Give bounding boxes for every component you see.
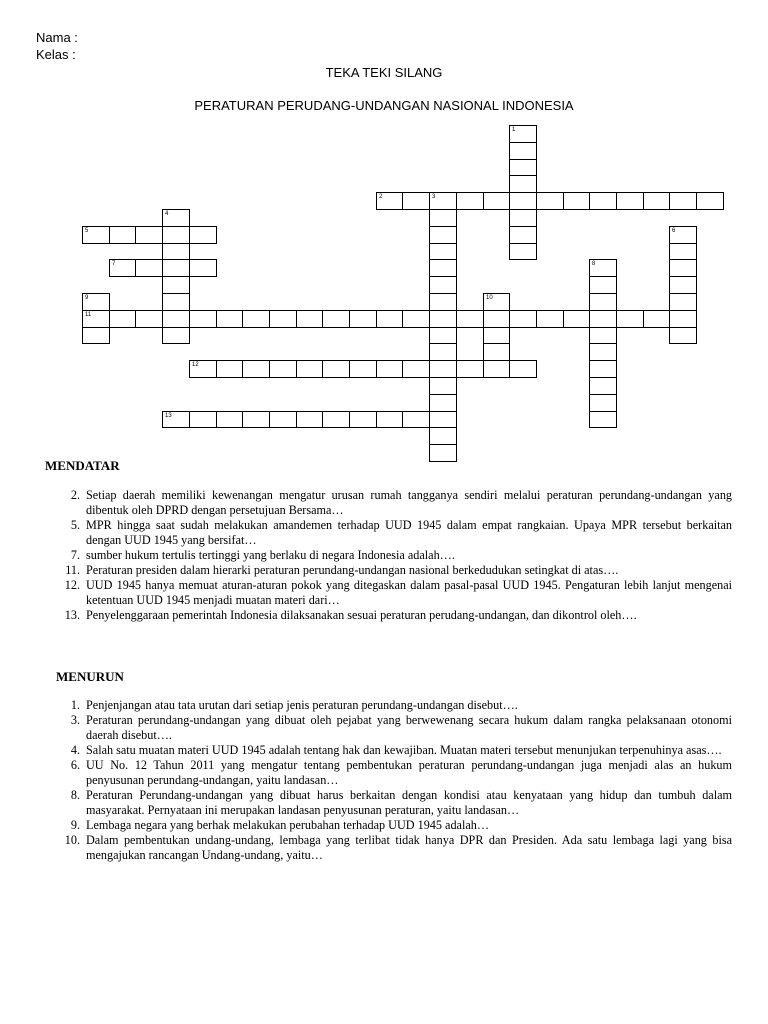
- clue-item: [60, 518, 732, 548]
- crossword-cell[interactable]: [242, 310, 270, 328]
- clue-item: [60, 818, 732, 833]
- clue-item: [60, 548, 732, 563]
- crossword-cell[interactable]: [322, 411, 350, 428]
- crossword-cell[interactable]: [135, 259, 163, 277]
- clue-item: [60, 743, 732, 758]
- crossword-cell[interactable]: [536, 192, 564, 210]
- cell-number: 6: [672, 228, 676, 234]
- crossword-cell[interactable]: [589, 259, 617, 277]
- clue-item: [60, 833, 732, 863]
- clue-item: [60, 608, 732, 623]
- clue-item: [60, 488, 732, 518]
- clue-text: MPR hingga saat sudah melakukan amandemen terhadap UUD 1945 dalam empat rangkaian. Upaya MPR tersebut berkaitan dengan UUD 1945 yang bersifat…: [86, 518, 732, 547]
- crossword-cell[interactable]: [509, 243, 537, 260]
- crossword-cell[interactable]: [376, 192, 403, 210]
- clue-number: 5.: [70, 518, 80, 532]
- mendatar-clue-list: [60, 488, 732, 623]
- crossword-cell[interactable]: [349, 310, 377, 328]
- crossword-cell[interactable]: [509, 209, 537, 227]
- student-name-label: Nama :: [36, 30, 78, 45]
- crossword-cell[interactable]: [669, 226, 697, 244]
- cell-number: 5: [85, 228, 89, 234]
- crossword-cell[interactable]: [429, 427, 457, 445]
- crossword-cell[interactable]: [669, 192, 697, 210]
- cell-number: 9: [85, 295, 89, 301]
- crossword-cell[interactable]: [456, 192, 484, 210]
- crossword-cell[interactable]: [483, 343, 510, 361]
- clue-text: Setiap daerah memiliki kewenangan mengatur urusan rumah tangganya sendiri melalui peraturan perundang-undangan yang dibentuk oleh DPRD dengan persetujuan Bersama…: [86, 488, 732, 517]
- crossword-cell[interactable]: [509, 310, 537, 328]
- crossword-cell[interactable]: [643, 310, 670, 328]
- crossword-cell[interactable]: [483, 293, 510, 311]
- crossword-cell[interactable]: [643, 192, 670, 210]
- crossword-cell[interactable]: [402, 411, 430, 428]
- crossword-cell[interactable]: [162, 259, 190, 277]
- clue-text: Peraturan perundang-undangan yang dibuat oleh pejabat yang berwewenang secara hukum dalam rangka pelaksanaan otonomi daerah disebut….: [86, 713, 732, 742]
- cell-number: 2: [379, 194, 383, 200]
- crossword-cell[interactable]: [429, 343, 457, 361]
- clue-text: Lembaga negara yang berhak melakukan perubahan terhadap UUD 1945 adalah…: [86, 818, 490, 832]
- crossword-cell[interactable]: [429, 411, 457, 428]
- crossword-cell[interactable]: [296, 310, 323, 328]
- crossword-cell[interactable]: [483, 310, 510, 328]
- clue-item: [60, 788, 732, 818]
- clue-item: [60, 698, 732, 713]
- clue-item: [60, 578, 732, 608]
- crossword-cell[interactable]: [589, 377, 617, 395]
- crossword-cell[interactable]: [616, 192, 644, 210]
- menurun-heading: MENURUN: [56, 669, 124, 684]
- crossword-cell[interactable]: [429, 276, 457, 294]
- clue-number: 9.: [70, 818, 80, 832]
- cell-number: 11: [85, 312, 92, 318]
- crossword-cell[interactable]: [536, 310, 564, 328]
- clue-text: Penjenjangan atau tata urutan dari setiap jenis peraturan perundang-undangan disebut….: [86, 698, 518, 712]
- crossword-cell[interactable]: [429, 360, 457, 378]
- crossword-cell[interactable]: [216, 411, 243, 428]
- crossword-cell[interactable]: [589, 360, 617, 378]
- crossword-cell[interactable]: [429, 327, 457, 344]
- crossword-cell[interactable]: [616, 310, 644, 328]
- crossword-cell[interactable]: [135, 226, 163, 244]
- clue-number: 3.: [70, 713, 80, 727]
- crossword-cell[interactable]: [456, 360, 484, 378]
- clue-item: [60, 563, 732, 578]
- crossword-cell[interactable]: [189, 360, 217, 378]
- crossword-cell[interactable]: [669, 276, 697, 294]
- crossword-cell[interactable]: [483, 192, 510, 210]
- clue-item: [60, 758, 732, 788]
- page-subtitle: PERATURAN PERUDANG-UNDANGAN NASIONAL INDONESIA: [194, 98, 574, 113]
- crossword-cell[interactable]: [402, 192, 430, 210]
- crossword-cell[interactable]: [269, 310, 297, 328]
- crossword-cell[interactable]: [669, 259, 697, 277]
- crossword-cell[interactable]: [589, 411, 617, 428]
- clue-number: 12.: [64, 578, 80, 592]
- crossword-cell[interactable]: [669, 293, 697, 311]
- crossword-cell[interactable]: [349, 411, 377, 428]
- crossword-cell[interactable]: [189, 259, 217, 277]
- crossword-cell[interactable]: [109, 226, 136, 244]
- crossword-cell[interactable]: [402, 360, 430, 378]
- crossword-cell[interactable]: [669, 327, 697, 344]
- cell-number: 7: [112, 261, 116, 267]
- crossword-cell[interactable]: [429, 259, 457, 277]
- crossword-cell[interactable]: [509, 159, 537, 176]
- clue-text: Peraturan Perundang-undangan yang dibuat harus berkaitan dengan kondisi atau kenyataan yang hidup dan tumbuh dalam masyarakat. Pernyataan ini merupakan landasan penyusunan peraturan, yaitu landasan…: [86, 788, 732, 817]
- crossword-cell[interactable]: [589, 327, 617, 344]
- crossword-cell[interactable]: [589, 293, 617, 311]
- crossword-cell[interactable]: [429, 293, 457, 311]
- crossword-cell[interactable]: [563, 310, 590, 328]
- crossword-cell[interactable]: [483, 327, 510, 344]
- clue-text: Dalam pembentukan undang-undang, lembaga yang terlibat tidak hanya DPR dan Presiden. Ada satu lembaga lagi yang bisa mengajukan rancangan Undang-undang, yaitu…: [86, 833, 732, 862]
- crossword-cell[interactable]: [376, 411, 403, 428]
- crossword-cell[interactable]: [162, 276, 190, 294]
- crossword-cell[interactable]: [162, 209, 190, 227]
- crossword-cell[interactable]: [242, 360, 270, 378]
- clue-number: 2.: [70, 488, 80, 502]
- crossword-cell[interactable]: [162, 243, 190, 260]
- clue-text: Peraturan presiden dalam hierarki peraturan perundang-undangan nasional berkedudukan setingkat di atas….: [86, 563, 619, 577]
- crossword-cell[interactable]: [589, 343, 617, 361]
- crossword-cell[interactable]: [162, 411, 190, 428]
- clue-text: UU No. 12 Tahun 2011 yang mengatur tentang pembentukan peraturan perundang-undangan juga menjadi alas an hukum penyusunan perundang-undangan, yaitu landasan…: [86, 758, 732, 787]
- crossword-cell[interactable]: [162, 293, 190, 311]
- crossword-cell[interactable]: [483, 360, 510, 378]
- clue-text: Penyelenggaraan pemerintah Indonesia dilaksanakan sesuai peraturan perudang-undangan, dan dikontrol oleh….: [86, 608, 637, 622]
- crossword-cell[interactable]: [322, 360, 350, 378]
- crossword-cell[interactable]: [509, 360, 537, 378]
- cell-number: 8: [592, 261, 596, 267]
- clue-text: sumber hukum tertulis tertinggi yang berlaku di negara Indonesia adalah….: [86, 548, 455, 562]
- crossword-cell[interactable]: [509, 192, 537, 210]
- crossword-cell[interactable]: [509, 175, 537, 193]
- cell-number: 4: [165, 211, 169, 217]
- crossword-cell[interactable]: [109, 259, 136, 277]
- crossword-cell[interactable]: [189, 310, 217, 328]
- crossword-cell[interactable]: [296, 360, 323, 378]
- crossword-cell[interactable]: [429, 394, 457, 412]
- clue-number: 4.: [70, 743, 80, 757]
- crossword-cell[interactable]: [242, 411, 270, 428]
- clue-item: [60, 713, 732, 743]
- crossword-cell[interactable]: [376, 360, 403, 378]
- menurun-clue-list: [60, 698, 732, 863]
- crossword-cell[interactable]: [162, 226, 190, 244]
- crossword-cell[interactable]: [82, 310, 110, 328]
- crossword-cell[interactable]: [429, 209, 457, 227]
- crossword-cell[interactable]: [349, 360, 377, 378]
- crossword-cell[interactable]: [563, 192, 590, 210]
- crossword-cell[interactable]: [429, 226, 457, 244]
- crossword-cell[interactable]: [216, 360, 243, 378]
- cell-number: 1: [512, 127, 516, 133]
- crossword-cell[interactable]: [589, 276, 617, 294]
- crossword-cell[interactable]: [669, 243, 697, 260]
- clue-number: 11.: [65, 563, 80, 577]
- crossword-cell[interactable]: [269, 411, 297, 428]
- crossword-cell[interactable]: [509, 142, 537, 160]
- clue-text: UUD 1945 hanya memuat aturan-aturan pokok yang ditegaskan dalam pasal-pasal UUD 1945. Pengaturan lebih lanjut mengenai ketentuan UUD 1945 menjadi muatan materi dari…: [86, 578, 732, 607]
- crossword-cell[interactable]: [296, 411, 323, 428]
- clue-text: Salah satu muatan materi UUD 1945 adalah tentang hak dan kewajiban. Muatan materi tersebut menunjukan terpenuhinya asas….: [86, 743, 722, 757]
- crossword-cell[interactable]: [456, 310, 484, 328]
- cell-number: 13: [165, 413, 172, 419]
- cell-number: 3: [432, 194, 436, 200]
- crossword-cell[interactable]: [82, 327, 110, 344]
- crossword-cell[interactable]: [429, 243, 457, 260]
- clue-number: 7.: [70, 548, 80, 562]
- cell-number: 12: [192, 362, 199, 368]
- crossword-cell[interactable]: [216, 310, 243, 328]
- crossword-cell[interactable]: [429, 192, 457, 210]
- crossword-cell[interactable]: [269, 360, 297, 378]
- crossword-cell[interactable]: [402, 310, 430, 328]
- crossword-cell[interactable]: [162, 310, 190, 328]
- crossword-cell[interactable]: [696, 192, 724, 210]
- cell-number: 10: [486, 295, 493, 301]
- clue-number: 6.: [70, 758, 80, 772]
- crossword-cell[interactable]: [429, 310, 457, 328]
- clue-number: 10.: [64, 833, 80, 847]
- crossword-cell[interactable]: [109, 310, 136, 328]
- crossword-cell[interactable]: [509, 226, 537, 244]
- crossword-cell[interactable]: [589, 192, 617, 210]
- crossword-cell[interactable]: [189, 226, 217, 244]
- clue-number: 8.: [70, 788, 80, 802]
- clue-number: 13.: [64, 608, 80, 622]
- crossword-cell[interactable]: [82, 293, 110, 311]
- crossword-cell[interactable]: [429, 444, 457, 462]
- page-title: TEKA TEKI SILANG: [325, 65, 443, 80]
- crossword-cell[interactable]: [669, 310, 697, 328]
- crossword-cell[interactable]: [589, 310, 617, 328]
- crossword-cell[interactable]: [322, 310, 350, 328]
- crossword-cell[interactable]: [429, 377, 457, 395]
- crossword-cell[interactable]: [189, 411, 217, 428]
- clue-number: 1.: [70, 698, 80, 712]
- crossword-cell[interactable]: [376, 310, 403, 328]
- crossword-cell[interactable]: [589, 394, 617, 412]
- crossword-cell[interactable]: [509, 125, 537, 143]
- crossword-cell[interactable]: [162, 327, 190, 344]
- mendatar-heading: MENDATAR: [45, 458, 120, 473]
- student-class-label: Kelas :: [36, 47, 76, 62]
- crossword-cell[interactable]: [82, 226, 110, 244]
- crossword-cell[interactable]: [135, 310, 163, 328]
